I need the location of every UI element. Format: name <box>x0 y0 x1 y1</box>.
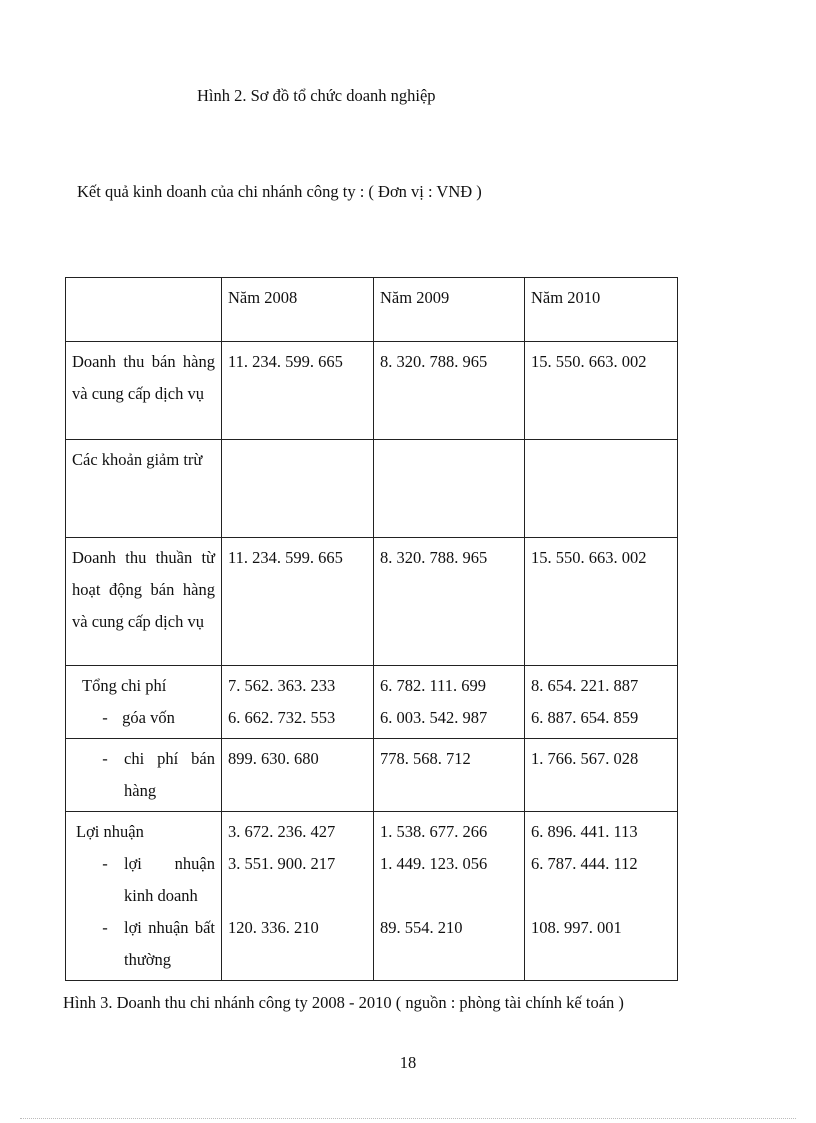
sub-value: 3. 551. 900. 217 <box>228 854 336 873</box>
row-label: Doanh thu bán hàng và cung cấp dịch vụ <box>66 342 222 440</box>
figure-2-caption: Hình 2. Sơ đồ tổ chức doanh nghiệp <box>197 86 436 105</box>
row-label: Lợi nhuận <box>76 822 144 841</box>
sub-value: 108. 997. 001 <box>531 918 622 937</box>
table-cell: 11. 234. 599. 665 <box>222 342 374 440</box>
table-row <box>66 538 678 666</box>
bullet-dash: - <box>102 708 108 727</box>
table-cell <box>525 812 678 981</box>
sub-value: 6. 003. 542. 987 <box>380 708 488 727</box>
sub-value: 6. 662. 732. 553 <box>228 708 336 727</box>
table-cell: 11. 234. 599. 665 <box>222 538 374 666</box>
page-number: 18 <box>399 1053 417 1072</box>
row-label: Các khoản giảm trừ <box>66 440 222 538</box>
table-cell: 1. 766. 567. 028 <box>525 739 678 812</box>
table-header-row <box>66 278 678 342</box>
table-row <box>66 812 678 981</box>
table-cell: 15. 550. 663. 002 <box>525 538 678 666</box>
sub-value: 6. 787. 444. 112 <box>531 854 638 873</box>
sub-row-label: lợi nhuận kinh doanh <box>124 854 215 905</box>
row-label-cell <box>66 812 222 981</box>
intro-text: Kết quả kinh doanh của chi nhánh công ty : ( Đơn vị : VNĐ ) <box>77 182 482 201</box>
row-label-cell <box>66 666 222 739</box>
table-cell <box>525 666 678 739</box>
table-row <box>66 440 678 538</box>
sub-value: 120. 336. 210 <box>228 918 319 937</box>
table-row <box>66 666 678 739</box>
table-cell <box>374 812 525 981</box>
bullet-dash: - <box>102 749 108 768</box>
table-cell <box>525 440 678 538</box>
table-cell <box>222 812 374 981</box>
table-cell: 8. 320. 788. 965 <box>374 538 525 666</box>
bullet-dash: - <box>102 854 108 873</box>
table-cell <box>374 440 525 538</box>
table-cell <box>222 666 374 739</box>
figure-3-caption: Hình 3. Doanh thu chi nhánh công ty 2008 - 2010 ( nguồn : phòng tài chính kế toán ) <box>63 993 624 1012</box>
table-cell <box>222 440 374 538</box>
sub-row-label: góa vốn <box>122 708 175 727</box>
table-cell: 15. 550. 663. 002 <box>525 342 678 440</box>
table-cell <box>374 666 525 739</box>
header-cell <box>66 278 222 342</box>
value: 1. 538. 677. 266 <box>380 822 488 841</box>
row-label: chi phí bán hàng <box>124 749 215 800</box>
footer-divider <box>20 1118 796 1119</box>
table-cell: 899. 630. 680 <box>222 739 374 812</box>
header-cell: Năm 2009 <box>374 278 525 342</box>
sub-value: 6. 887. 654. 859 <box>531 708 639 727</box>
table-row <box>66 739 678 812</box>
bullet-dash: - <box>102 918 108 937</box>
value: 3. 672. 236. 427 <box>228 822 336 841</box>
row-label: Doanh thu thuần từ hoạt động bán hàng và cung cấp dịch vụ <box>66 538 222 666</box>
value: 7. 562. 363. 233 <box>228 676 336 695</box>
sub-value: 89. 554. 210 <box>380 918 463 937</box>
value: 6. 782. 111. 699 <box>380 676 487 695</box>
sub-value: 1. 449. 123. 056 <box>380 854 488 873</box>
value: 8. 654. 221. 887 <box>531 676 639 695</box>
sub-row-label: lợi nhuận bất thường <box>124 918 215 969</box>
value: 6. 896. 441. 113 <box>531 822 638 841</box>
header-cell: Năm 2008 <box>222 278 374 342</box>
table-cell: 778. 568. 712 <box>374 739 525 812</box>
row-label-cell <box>66 739 222 812</box>
table-row <box>66 342 678 440</box>
header-cell: Năm 2010 <box>525 278 678 342</box>
business-results-table <box>65 277 678 981</box>
row-label: Tổng chi phí <box>82 676 167 695</box>
table-cell: 8. 320. 788. 965 <box>374 342 525 440</box>
